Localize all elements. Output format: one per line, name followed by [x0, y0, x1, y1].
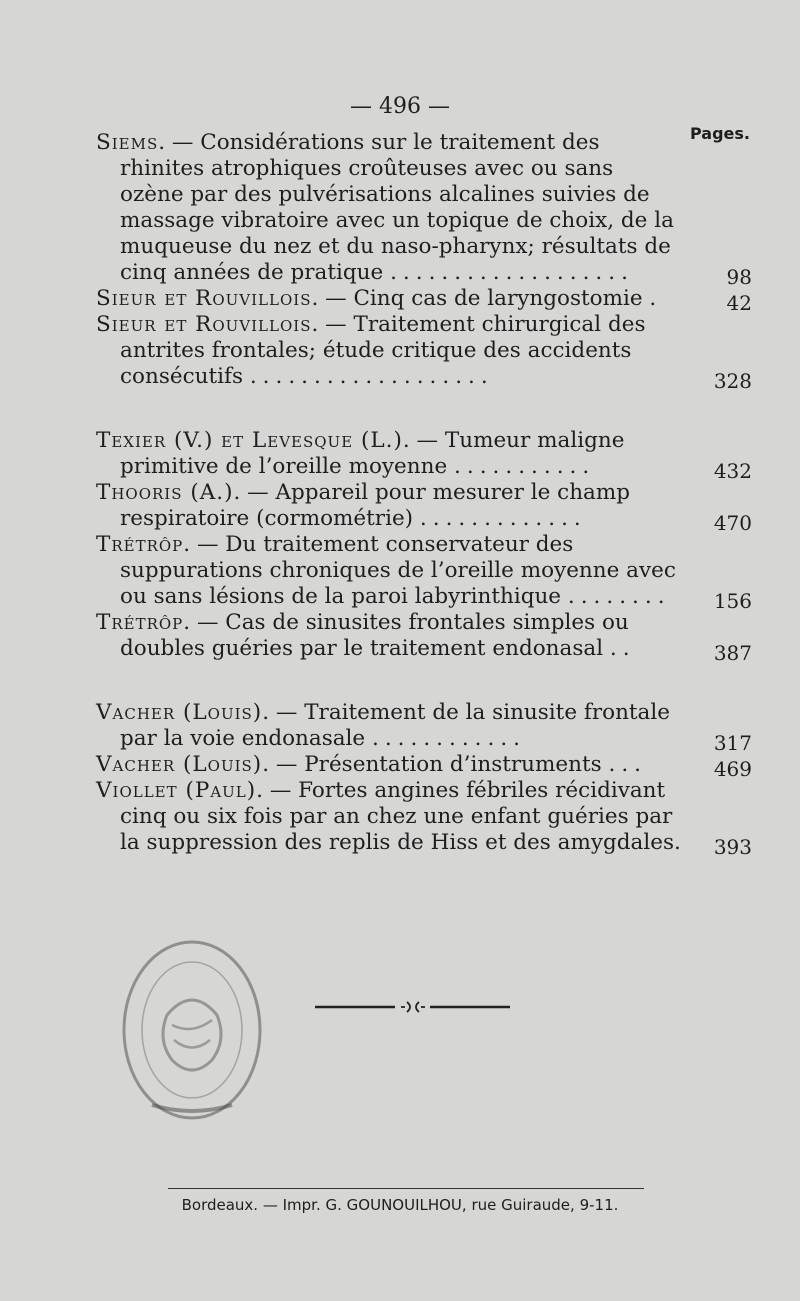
entry-page: 317	[713, 731, 752, 755]
entry-title: — Fortes angines fébriles récidivant cinq ou six fois par an chez une enfant guéries par la suppression des replis de Hiss et des amygdales	[120, 778, 674, 855]
entry-author: Siems	[96, 130, 159, 155]
entry-title: — Du traitement conservateur des suppurations chroniques de l’oreille moyenne avec ou sans lésions de la paroi labyrinthique	[120, 532, 676, 609]
entry-page: 393	[713, 835, 752, 859]
entry-page: 469	[713, 757, 752, 781]
entry-page: 328	[713, 369, 752, 393]
printer-imprint: Bordeaux. — Impr. G. GOUNOUILHOU, rue Guiraude, 9-11.	[181, 1196, 619, 1214]
entry-page: 156	[713, 589, 752, 613]
index-entry: Thooris (A.). — Appareil pour mesurer le champ respiratoire (cormométrie) ............. 470	[96, 480, 752, 535]
index-entries	[96, 130, 752, 859]
section-divider-ornament	[315, 1000, 510, 1014]
footer-rule	[168, 1188, 644, 1189]
entry-title: — Cas de sinusites frontales simples ou doubles guéries par le traitement endonasal	[120, 610, 629, 661]
index-entry: Sieur et Rouvillois. — Traitement chirurgical des antrites frontales; étude critique des accidents consécutifs ................... 328	[96, 312, 752, 393]
entry-page: 470	[713, 511, 752, 535]
entry-author: Sieur et Rouvillois	[96, 286, 312, 311]
index-entry: Sieur et Rouvillois. — Cinq cas de laryngostomie . 42	[96, 286, 752, 315]
index-entry: Texier (V.) et Levesque (L.). — Tumeur maligne primitive de l’oreille moyenne ........... 432	[96, 428, 752, 483]
library-stamp	[112, 930, 272, 1130]
entry-title: — Présentation d’instruments	[269, 752, 602, 777]
entry-page: 387	[713, 641, 752, 665]
pages-column-label: Pages.	[690, 124, 750, 143]
index-entry: Trétrôp. — Cas de sinusites frontales simples ou doubles guéries par le traitement endonasal .. 387	[96, 610, 752, 665]
entry-title: — Traitement chirurgical des antrites frontales; étude critique des accidents consécutifs	[120, 312, 646, 389]
entry-author: Sieur et Rouvillois	[96, 312, 312, 337]
entry-author: Vacher (Louis)	[96, 752, 263, 777]
page-number: — 496 —	[350, 94, 450, 119]
entry-title: — Tumeur maligne primitive de l’oreille moyenne	[120, 428, 625, 479]
entry-title: — Traitement de la sinusite frontale par la voie endonasale	[120, 700, 670, 751]
index-entry: Vacher (Louis). — Traitement de la sinusite frontale par la voie endonasale ............ 317	[96, 700, 752, 755]
index-entry: Viollet (Paul). — Fortes angines fébriles récidivant cinq ou six fois par an chez une enfant guéries par la suppression des replis de Hiss et des amygdales. 393	[96, 778, 752, 859]
entry-title: — Cinq cas de laryngostomie	[318, 286, 643, 311]
entry-author: Viollet (Paul)	[96, 778, 257, 803]
entry-page: 42	[726, 291, 752, 315]
entry-author: Trétrôp	[96, 532, 184, 557]
entry-author: Trétrôp	[96, 610, 184, 635]
entry-author: Thooris (A.)	[96, 480, 234, 505]
entry-page: 98	[726, 265, 752, 289]
index-entry: Trétrôp. — Du traitement conservateur des suppurations chroniques de l’oreille moyenne avec ou sans lésions de la paroi labyrinthique ........ 156	[96, 532, 752, 613]
entry-page: 432	[713, 459, 752, 483]
entry-author: Texier (V.) et Levesque (L.)	[96, 428, 403, 453]
index-entry: Siems. — Considérations sur le traitement des rhinites atrophiques croûteuses avec ou sans ozène par des pulvérisations alcalines suivies de massage vibratoire avec un topique de choix, de la muqueuse du nez et du naso-pharynx; résultats de cinq années de pratique ................... 98	[96, 130, 752, 289]
entry-title: — Considérations sur le traitement des rhinites atrophiques croûteuses avec ou sans ozène par des pulvérisations alcalines suivies de massage vibratoire avec un topique de choix, de la muqueuse du nez et du naso-pharynx; résultats de cinq années de pratique	[120, 130, 674, 285]
entry-author: Vacher (Louis)	[96, 700, 263, 725]
index-entry: Vacher (Louis). — Présentation d’instruments ... 469	[96, 752, 752, 781]
entry-title: — Appareil pour mesurer le champ respiratoire (cormométrie)	[120, 480, 631, 531]
